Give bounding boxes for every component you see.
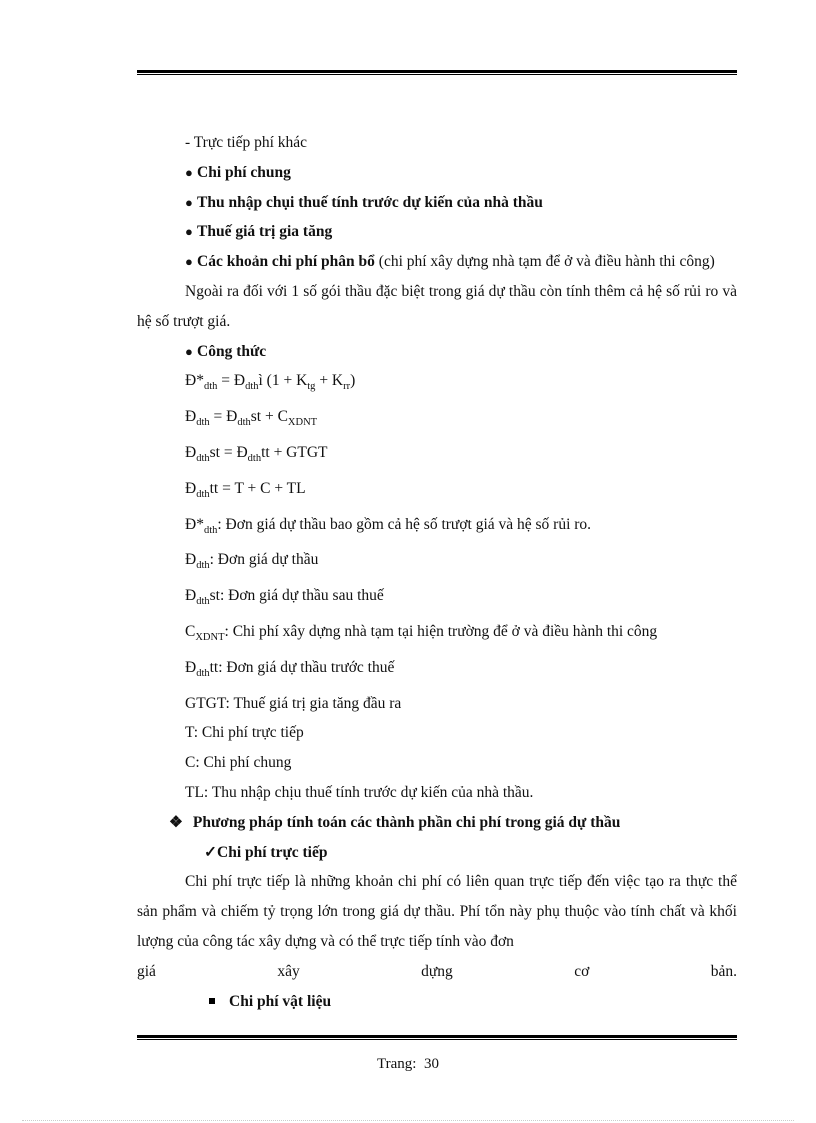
footer-rule — [137, 1035, 737, 1038]
square-bullet-icon — [209, 998, 215, 1004]
definition: $Đ_{dth}$: Đơn giá dự thầu — [185, 551, 319, 572]
definition: $Đ*_{dth}$: Đơn giá dự thầu bao gồm cả hệ số trượt giá và hệ số rủi ro. — [185, 515, 592, 536]
formula: $Đ_{dth}st$ = $Đ_{dth}tt$ + GTGT — [185, 443, 328, 464]
bullet-item: ● Các khoản chi phí phân bổ (chi phí xây dựng nhà tạm để ở và điều hành thi công) — [137, 247, 737, 277]
section-heading: ❖ Phương pháp tính toán các thành phần chi phí trong giá dự thầu — [169, 813, 621, 831]
definition: $Đ_{dth}tt$: Đơn giá dự thầu trước thuế — [185, 658, 395, 679]
paragraph: Chi phí trực tiếp là những khoản chi phí có liên quan trực tiếp đến việc tạo ra thực thể sản phẩm và chiếm tỷ trọng lớn trong giá dự thầu. Phí tổn này phụ thuộc vào tính chất và khối lượng của công tác xây dựng và có thể trực tiếp tính vào đơn — [137, 873, 737, 950]
page-boundary — [22, 1120, 794, 1121]
paragraph: Ngoài ra đối với 1 số gói thầu đặc biệt trong giá dự thầu còn tính thêm cả hệ số rủi ro và hệ số trượt giá. — [137, 282, 737, 330]
bullet-item: ● Thu nhập chụi thuế tính trước dự kiến của nhà thầu — [137, 188, 737, 218]
subsection-heading: ✓Chi phí trực tiếp — [204, 843, 328, 861]
bullet-item: ● Thuế giá trị gia tăng — [137, 217, 737, 247]
bullet-icon: ● — [185, 254, 193, 270]
formula: $Đ_{dth}tt = T + C$ + TL — [185, 479, 306, 500]
definition: C: Chi phí chung — [185, 754, 292, 772]
page-body — [137, 128, 737, 1016]
diamond-bullet-icon: ❖ — [169, 813, 183, 831]
bullet-icon: ● — [185, 194, 193, 210]
definition: GTGT: Thuế giá trị gia tăng đầu ra — [185, 694, 402, 712]
definition: $C_{XDNT}$: Chi phí xây dựng nhà tạm tại hiện trường để ở và điều hành thi công — [185, 622, 658, 643]
bullet-icon: ● — [185, 343, 193, 359]
definition: T: Chi phí trực tiếp — [185, 724, 304, 742]
bullet-icon: ● — [185, 224, 193, 240]
sub-item: Chi phí vật liệu — [137, 987, 737, 1017]
definition: $Đ_{dth}st$: Đơn giá dự thầu sau thuế — [185, 587, 384, 608]
page-footer: Trang: 30 — [377, 1056, 439, 1072]
formula: $Đ*_{dth}$ = $Đ_{dth}ì$ $(1 + K_{tg} + K_{rr})$ — [185, 372, 356, 393]
bullet-icon: ● — [185, 164, 193, 180]
paragraph-last-line: giá xây dựng cơ bản. — [137, 962, 737, 980]
text-line: - Trực tiếp phí khác — [185, 134, 308, 151]
check-icon: ✓ — [204, 843, 217, 861]
page-number: 30 — [423, 1056, 439, 1072]
bullet-item: ● Công thức — [137, 337, 737, 367]
formula: $Đ_{dth}$ = $Đ_{dth}st + C_{XDNT}$ — [185, 408, 318, 429]
definition: TL: Thu nhập chịu thuế tính trước dự kiến của nhà thầu. — [185, 783, 534, 801]
header-rule — [137, 70, 737, 73]
bullet-item: ● Chi phí chung — [137, 158, 737, 188]
